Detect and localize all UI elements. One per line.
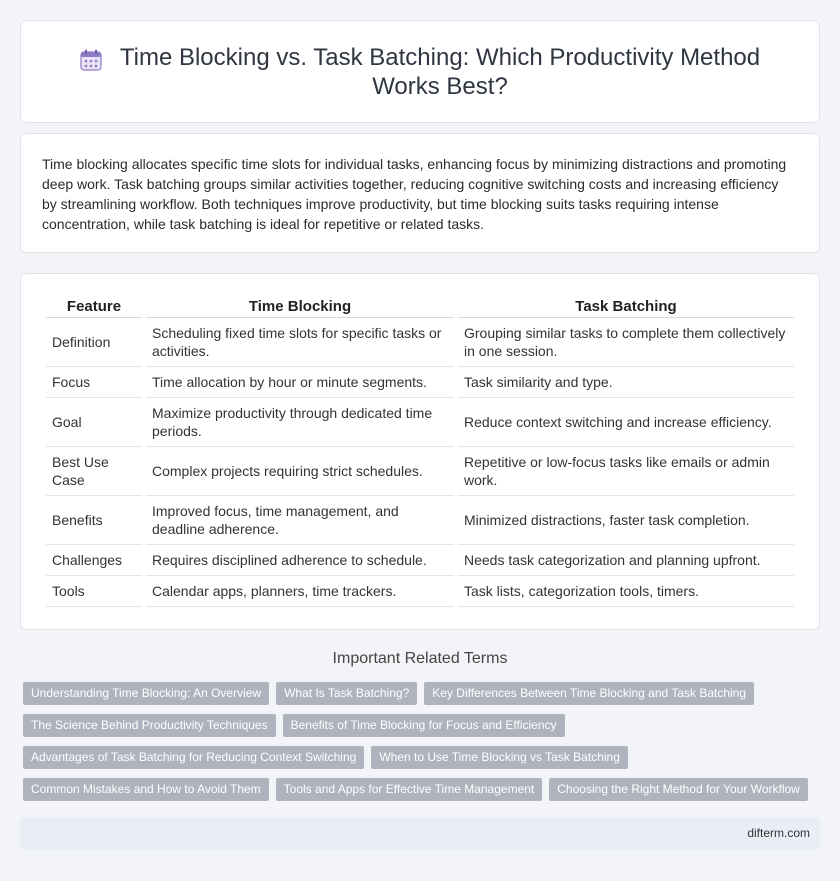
- title-card: [20, 20, 820, 123]
- related-term-link[interactable]: Choosing the Right Method for Your Workflow: [549, 778, 808, 801]
- intro-card: [20, 133, 820, 253]
- row-task-batching: Reduce context switching and increase efficiency.: [458, 398, 794, 447]
- row-time-blocking: Complex projects requiring strict schedules.: [146, 447, 454, 496]
- related-term-link[interactable]: Key Differences Between Time Blocking and Task Batching: [424, 682, 754, 705]
- table-row: [46, 496, 794, 545]
- row-feature: Tools: [46, 576, 142, 607]
- row-feature: Challenges: [46, 545, 142, 576]
- related-term-link[interactable]: Benefits of Time Blocking for Focus and Efficiency: [283, 714, 565, 737]
- tag-row: [23, 746, 823, 769]
- calendar-icon: [79, 48, 103, 72]
- related-terms-heading: Important Related Terms: [332, 650, 508, 667]
- row-task-batching: Minimized distractions, faster task completion.: [458, 496, 794, 545]
- row-time-blocking: Scheduling fixed time slots for specific tasks or activities.: [146, 318, 454, 367]
- row-time-blocking: Maximize productivity through dedicated time periods.: [146, 398, 454, 447]
- related-term-link[interactable]: Advantages of Task Batching for Reducing Context Switching: [23, 746, 364, 769]
- table-row: [46, 318, 794, 367]
- related-term-link[interactable]: What Is Task Batching?: [276, 682, 417, 705]
- table-row: [46, 545, 794, 576]
- tag-row: [23, 778, 823, 801]
- row-time-blocking: Improved focus, time management, and deadline adherence.: [146, 496, 454, 545]
- row-task-batching: Task similarity and type.: [458, 367, 794, 398]
- comparison-card: [20, 273, 820, 630]
- header-time-blocking: Time Blocking: [146, 296, 454, 318]
- related-term-link[interactable]: Understanding Time Blocking: An Overview: [23, 682, 269, 705]
- row-time-blocking: Time allocation by hour or minute segments.: [146, 367, 454, 398]
- header-task-batching: Task Batching: [458, 296, 794, 318]
- row-task-batching: Task lists, categorization tools, timers.: [458, 576, 794, 607]
- comparison-table: [42, 296, 798, 607]
- row-feature: Definition: [46, 318, 142, 367]
- footer: [20, 817, 820, 850]
- intro-text: Time blocking allocates specific time slots for individual tasks, enhancing focus by minimizing distractions and promoting deep work. Task batching groups similar activities together, reducing cognitive switching costs and increasing efficiency by streamlining workflow. Both techniques improve productivity, but time blocking suits tasks requiring intense concentration, while task batching is ideal for repetitive or related tasks.: [42, 156, 787, 232]
- table-row: [46, 367, 794, 398]
- footer-site-link[interactable]: difterm.com: [747, 826, 810, 840]
- table-row: [46, 447, 794, 496]
- row-feature: Focus: [46, 367, 142, 398]
- row-task-batching: Repetitive or low-focus tasks like emails or admin work.: [458, 447, 794, 496]
- tag-row: [23, 682, 823, 705]
- row-feature: Best Use Case: [46, 447, 142, 496]
- row-time-blocking: Requires disciplined adherence to schedule.: [146, 545, 454, 576]
- related-term-link[interactable]: Tools and Apps for Effective Time Management: [276, 778, 543, 801]
- row-task-batching: Grouping similar tasks to complete them collectively in one session.: [458, 318, 794, 367]
- page-title: Time Blocking vs. Task Batching: Which Productivity Method Works Best?: [119, 44, 761, 100]
- table-row: [46, 576, 794, 607]
- related-term-link[interactable]: The Science Behind Productivity Techniques: [23, 714, 276, 737]
- related-term-link[interactable]: Common Mistakes and How to Avoid Them: [23, 778, 269, 801]
- header-feature: Feature: [46, 296, 142, 318]
- table-header-row: [46, 296, 794, 318]
- tag-row: [23, 714, 823, 737]
- row-time-blocking: Calendar apps, planners, time trackers.: [146, 576, 454, 607]
- row-task-batching: Needs task categorization and planning upfront.: [458, 545, 794, 576]
- row-feature: Benefits: [46, 496, 142, 545]
- related-terms-list: [23, 682, 823, 810]
- row-feature: Goal: [46, 398, 142, 447]
- related-term-link[interactable]: When to Use Time Blocking vs Task Batching: [371, 746, 628, 769]
- table-row: [46, 398, 794, 447]
